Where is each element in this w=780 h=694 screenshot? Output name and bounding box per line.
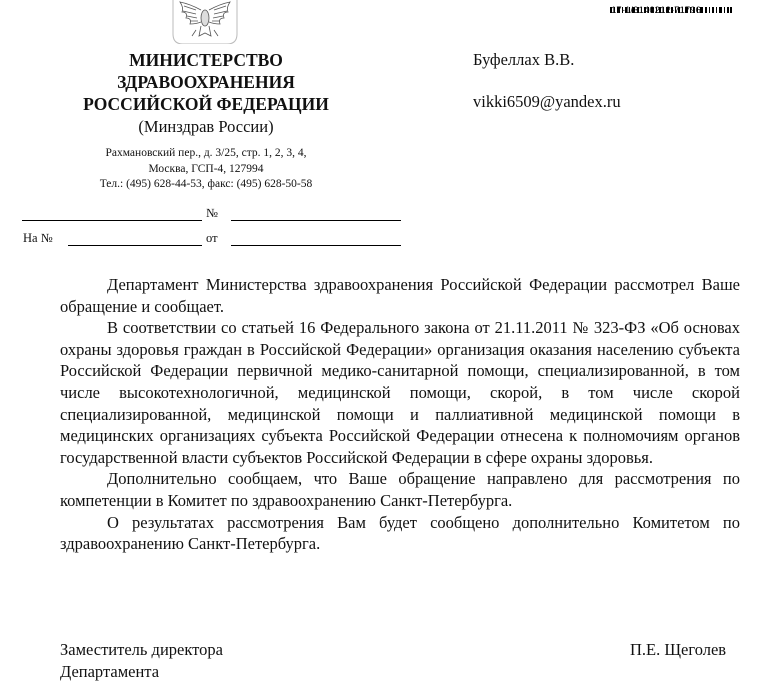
- ref-from-label: от: [206, 231, 218, 245]
- ministry-header: [48, 49, 364, 193]
- addressee-name: Буфеллах В.В.: [473, 50, 575, 69]
- ministry-address: [48, 146, 364, 193]
- address-line: Тел.: (495) 628-44-53, факс: (495) 628-50-58: [99, 178, 313, 190]
- ministry-title-line: РОССИЙСКОЙ ФЕДЕРАЦИИ: [83, 94, 329, 114]
- addressee-block: [473, 49, 621, 112]
- address-line: Москва, ГСП-4, 127994: [148, 162, 264, 175]
- position-line: Заместитель директора: [60, 640, 223, 659]
- body-paragraph: О результатах рассмотрения Вам будет сообщено дополнительно Комитетом по здравоохранению Санкт-Петербурга.: [60, 512, 740, 554]
- body-paragraph: В соответствии со статьей 16 Федерального закона от 21.11.2011 № 323-ФЗ «Об основах охраны здоровья граждан в Российской Федерации» организация оказания населению субъекта Российской Федерации первичной медико-санитарной помощи, специализированной, в том числе высокотехнологичной, медицинской помощи, скорой, в том числе скорой специализированной, медицинской помощи и паллиативной медицинской помощи в медицинских организациях субъекта Российской Федерации отнесена к полномочиям органов государственной власти субъектов Российской Федерации в сфере охраны здоровья.: [60, 318, 740, 467]
- ministry-title-line: МИНИСТЕРСТВО: [129, 50, 283, 70]
- coat-of-arms-icon: [172, 0, 238, 44]
- barcode-number: 17-1/3146212-71796: [611, 5, 702, 16]
- ref-number-line: [68, 245, 202, 246]
- body-paragraph: Дополнительно сообщаем, что Ваше обращение направлено для рассмотрения по компетенции в Комитет по здравоохранению Санкт-Петербурга.: [60, 469, 740, 510]
- ref-number-label: На №: [23, 231, 53, 245]
- letter-body: [60, 274, 740, 555]
- reg-number-line: [231, 220, 401, 221]
- ref-date-line: [231, 245, 401, 246]
- reg-date-line: [22, 220, 202, 221]
- signature-name: П.Е. Щеголев: [630, 640, 727, 659]
- addressee-email: vikki6509@yandex.ru: [473, 92, 621, 111]
- body-paragraph: Департамент Министерства здравоохранения Российской Федерации рассмотрел Ваше обращение и сообщает.: [60, 275, 740, 316]
- position-line: Департамента: [60, 661, 160, 681]
- reg-number-label: №: [206, 206, 218, 220]
- address-line: Рахмановский пер., д. 3/25, стр. 1, 2, 3, 4,: [105, 147, 307, 159]
- ministry-short-name: (Минздрав России): [138, 117, 274, 136]
- ministry-title-line: ЗДРАВООХРАНЕНИЯ: [117, 72, 295, 92]
- signature-position: [60, 639, 223, 682]
